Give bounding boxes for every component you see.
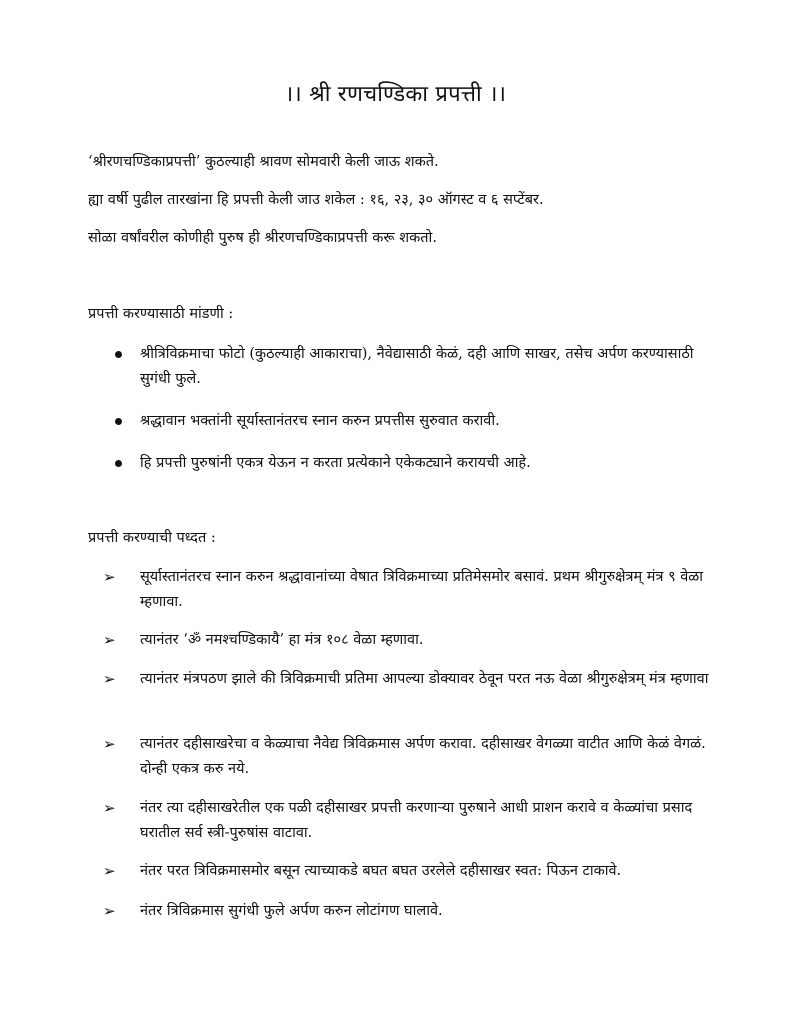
method-step xyxy=(103,667,713,692)
method-step-text: त्यानंतर दहीसाखरेचा व केळ्याचा नैवेद्य त्रिविक्रमास अर्पण करावा. दहीसाखर वेगळ्या वाटीत आणि केळं वेगळं. दोन्ही एकत्र करु नये. xyxy=(140,736,706,777)
setup-item xyxy=(115,409,715,434)
arrow-bullet-icon: ➢ xyxy=(103,670,116,688)
method-step-text: नंतर त्रिविक्रमास सुगंधी फुले अर्पण करुन लोटांगण घालावे. xyxy=(140,903,443,919)
method-step-text: सूर्यास्तानंतरच स्नान करुन श्रद्धावानांच्या वेषात त्रिविक्रमाच्या प्रतिमेसमोर बसावं. प्रथम श्रीगुरुक्षेत्रम् मंत्र ९ वेळा म्हणावा. xyxy=(140,569,704,610)
method-step-text: नंतर परत त्रिविक्रमासमोर बसून त्याच्याकडे बघत बघत उरलेले दहीसाखर स्वत: पिऊन टाकावे. xyxy=(140,863,622,879)
setup-heading: प्रपत्ती करण्यासाठी मांडणी : xyxy=(88,306,234,322)
method-step xyxy=(103,732,713,782)
method-heading: प्रपत्ती करण्याची पध्दत : xyxy=(88,530,216,546)
arrow-bullet-icon: ➢ xyxy=(103,902,116,920)
method-step-text: नंतर त्या दहीसाखरेतील एक पळी दहीसाखर प्रपत्ती करणाऱ्या पुरुषाने आधी प्राशन करावे व केळ्यांचा प्रसाद घरातील सर्व स्त्री-पुरुषांस वाटावा. xyxy=(140,800,693,841)
arrow-bullet-icon: ➢ xyxy=(103,568,116,586)
setup-item-text: श्रद्धावान भक्तांनी सूर्यास्तानंतरच स्नान करुन प्रपत्तीस सुरुवात करावी. xyxy=(140,413,500,429)
intro-line-1: ‘श्रीरणचण्डिकाप्रपत्ती’ कुठल्याही श्रावण सोमवारी केली जाऊ शकते. xyxy=(88,154,439,170)
method-step xyxy=(103,565,713,615)
intro-line-2: ह्या वर्षी पुढील तारखांना हि प्रपत्ती केली जाउ शकेल : १६, २३, ३० ऑगस्ट व ६ सप्टेंबर. xyxy=(88,192,544,208)
method-step xyxy=(103,899,713,924)
bullet-icon xyxy=(115,351,122,358)
arrow-bullet-icon: ➢ xyxy=(103,735,116,753)
setup-item-text: हि प्रपत्ती पुरुषांनी एकत्र येऊन न करता प्रत्येकाने एकेकट्याने करायची आहे. xyxy=(140,455,531,471)
bullet-icon xyxy=(115,418,122,425)
method-step-text: त्यानंतर मंत्रपठण झाले की त्रिविक्रमाची प्रतिमा आपल्या डोक्यावर ठेवून परत नऊ वेळा श्रीगुरुक्षेत्रम् मंत्र म्हणावा xyxy=(140,671,709,687)
arrow-bullet-icon: ➢ xyxy=(103,799,116,817)
setup-item-text: श्रीत्रिविक्रमाचा फोटो (कुठल्याही आकाराचा), नैवेद्यासाठी केळं, दही आणि साखर, तसेच अर्पण करण्यासाठी सुगंधी फुले. xyxy=(140,346,694,387)
method-step xyxy=(103,859,713,884)
arrow-bullet-icon: ➢ xyxy=(103,631,116,649)
setup-item xyxy=(115,342,715,392)
method-step xyxy=(103,796,713,846)
method-step xyxy=(103,628,713,653)
intro-line-3: सोळा वर्षांवरील कोणीही पुरुष ही श्रीरणचण्डिकाप्रपत्ती करू शकतो. xyxy=(88,230,437,246)
method-step-text: त्यानंतर ‘ॐ नमश्चण्डिकायै’ हा मंत्र १०८ वेळा म्हणावा. xyxy=(140,632,424,648)
setup-item xyxy=(115,451,715,476)
arrow-bullet-icon: ➢ xyxy=(103,862,116,880)
page-title: ।। श्री रणचण्डिका प्रपत्ती ।। xyxy=(284,82,507,107)
bullet-icon xyxy=(115,460,122,467)
